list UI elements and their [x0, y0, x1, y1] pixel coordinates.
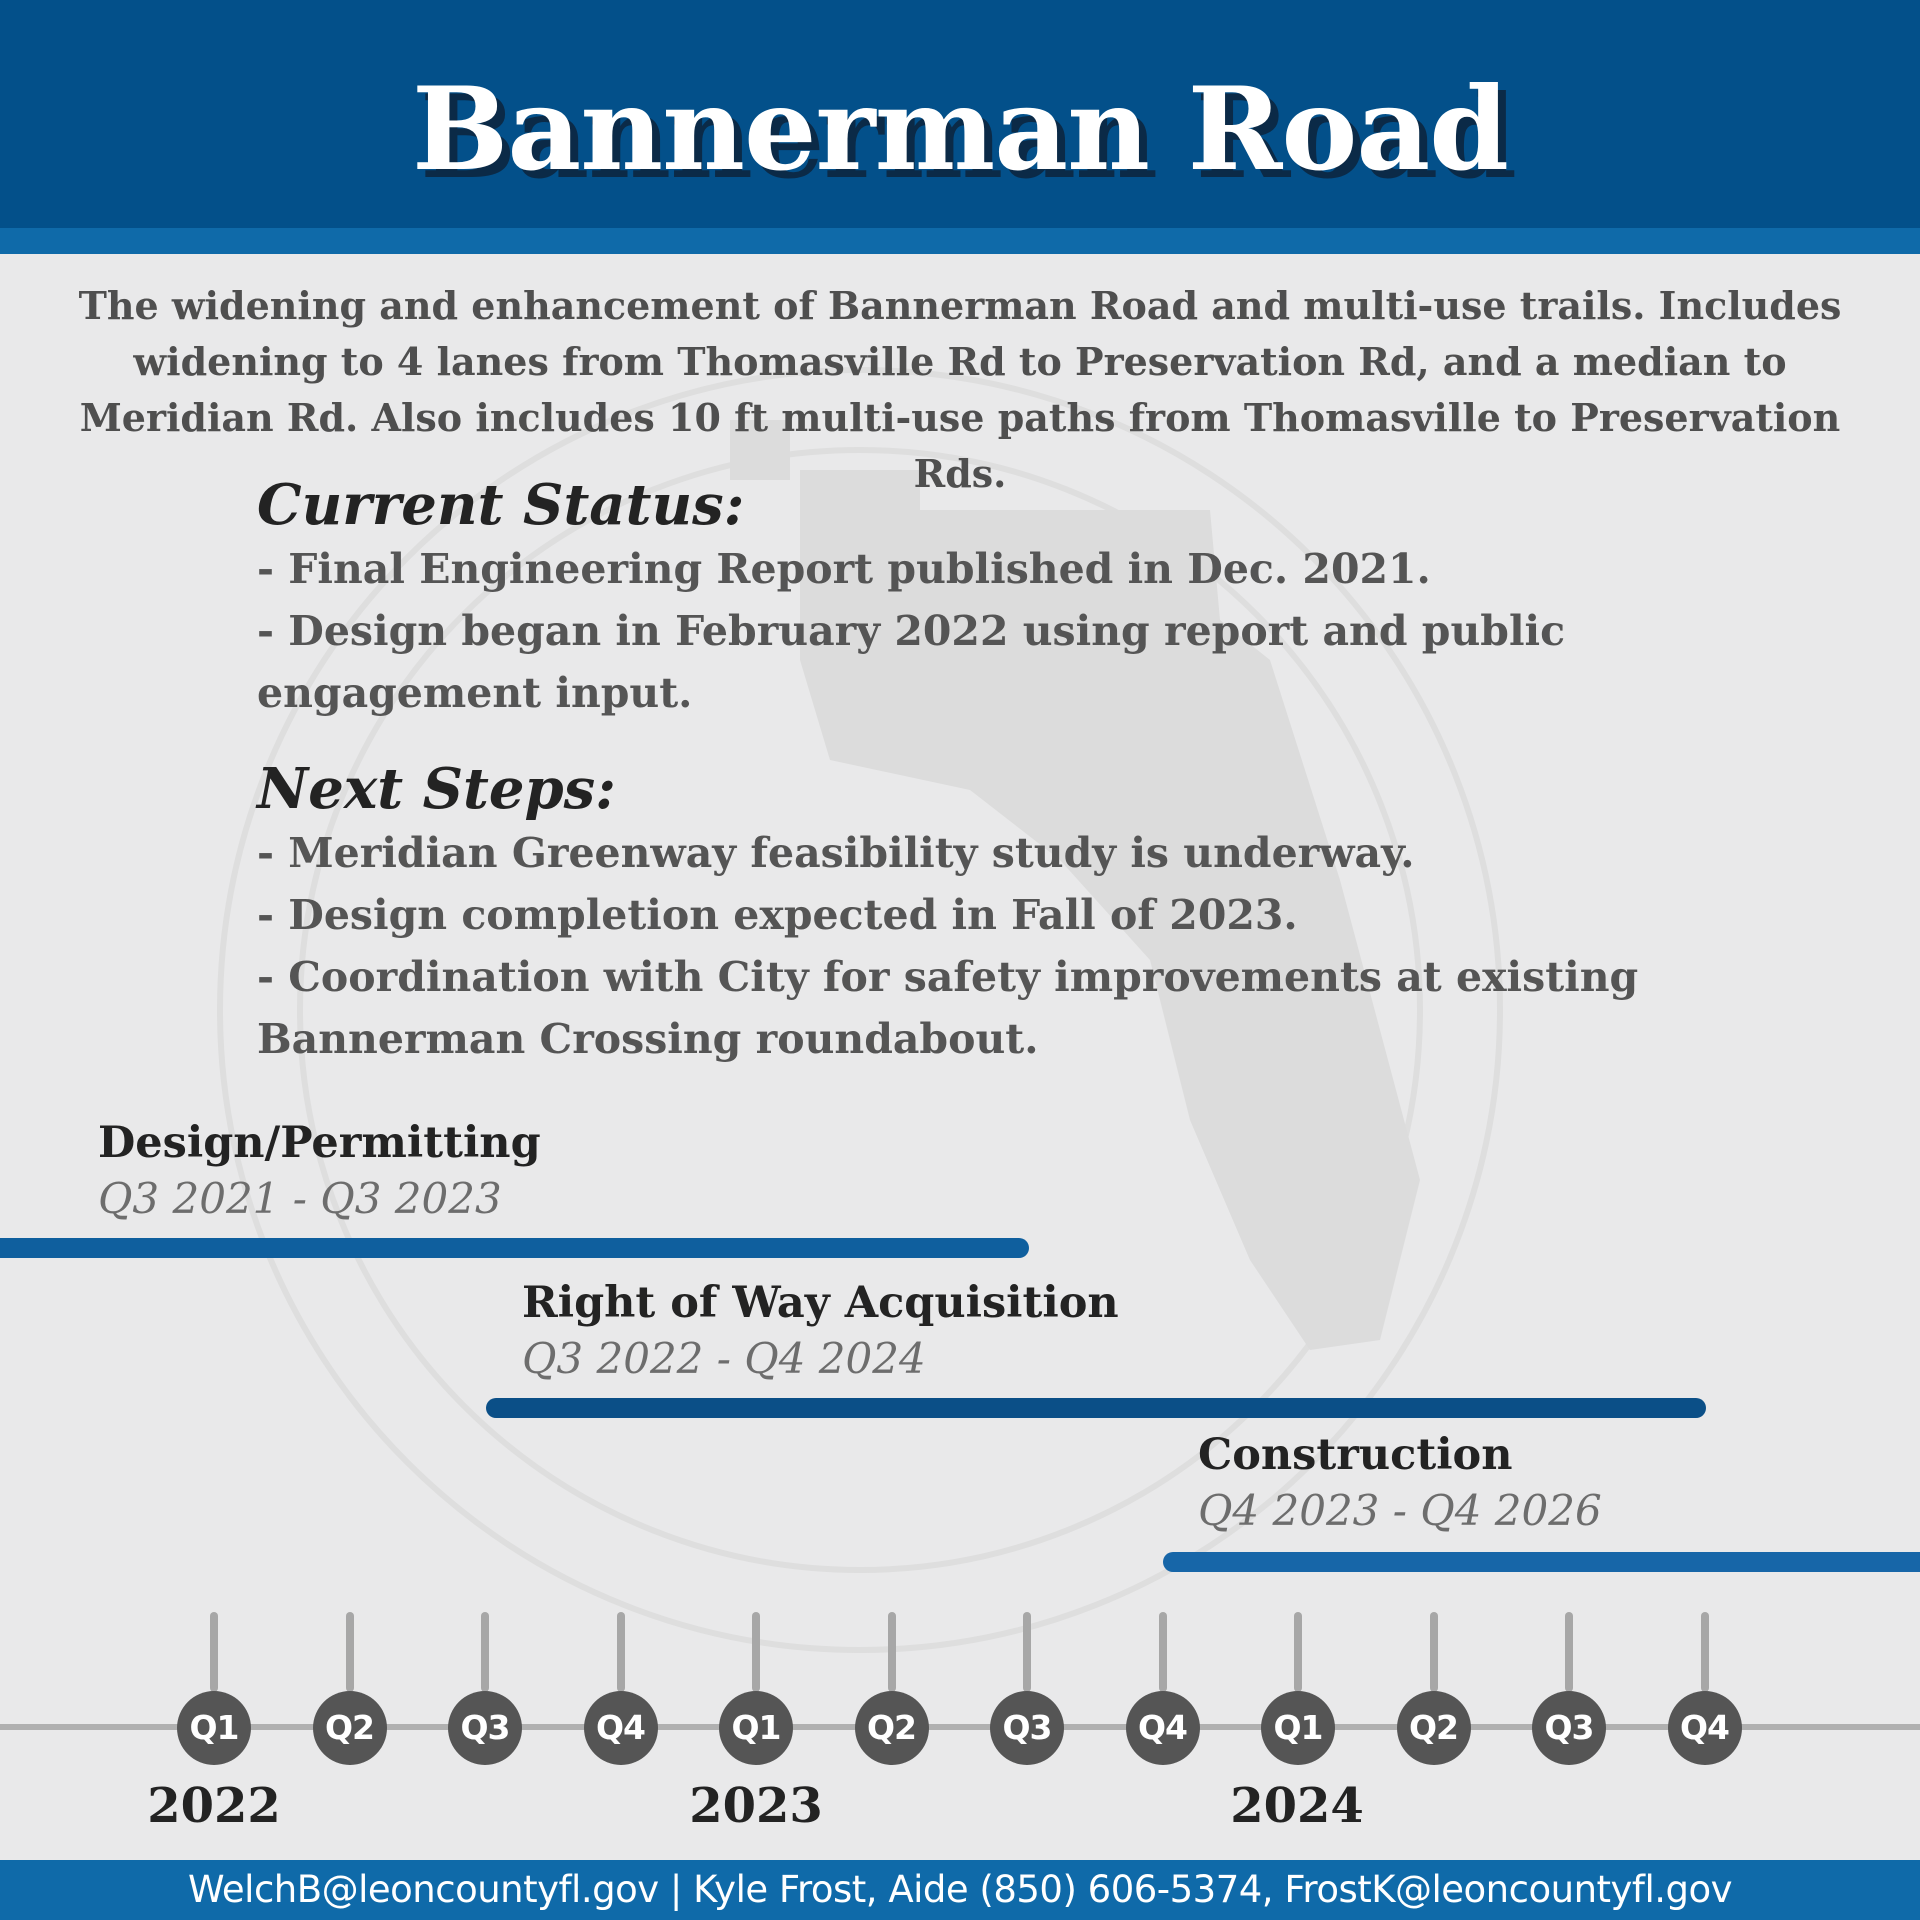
quarter-marker: Q2	[313, 1691, 387, 1765]
next-step-item: - Coordination with City for safety improvements at existing	[257, 953, 1639, 1001]
next-step-item: - Meridian Greenway feasibility study is underway.	[257, 829, 1415, 877]
current-status-section	[257, 472, 1757, 724]
description-line: Meridian Rd. Also includes 10 ft multi-use paths from Thomasville to Preservation Rds.	[79, 395, 1841, 496]
quarter-marker: Q4	[1126, 1691, 1200, 1765]
quarter-marker: Q1	[1261, 1691, 1335, 1765]
status-item: - Final Engineering Report published in Dec. 2021.	[257, 545, 1431, 593]
project-description	[40, 278, 1880, 502]
year-label-2024: 2024	[1230, 1778, 1364, 1834]
quarter-tick	[617, 1612, 625, 1692]
current-status-heading: Current Status:	[257, 472, 745, 538]
phase-row-bar	[486, 1398, 1706, 1418]
timeline-axis	[0, 1724, 1920, 1730]
phase-design-range: Q3 2021 - Q3 2023	[98, 1174, 502, 1223]
description-line: widening to 4 lanes from Thomasville Rd to Preservation Rd, and a median to	[133, 339, 1787, 384]
quarter-marker: Q2	[855, 1691, 929, 1765]
quarter-marker: Q3	[1532, 1691, 1606, 1765]
quarter-marker: Q3	[448, 1691, 522, 1765]
quarter-tick	[346, 1612, 354, 1692]
quarter-marker: Q1	[177, 1691, 251, 1765]
status-item: engagement input.	[257, 669, 693, 717]
quarter-tick	[210, 1612, 218, 1692]
next-step-item: Bannerman Crossing roundabout.	[257, 1015, 1039, 1063]
year-label-2022: 2022	[147, 1778, 281, 1834]
quarter-marker: Q1	[719, 1691, 793, 1765]
quarter-tick	[1294, 1612, 1302, 1692]
quarter-marker: Q2	[1397, 1691, 1471, 1765]
quarter-tick	[1159, 1612, 1167, 1692]
quarter-marker: Q4	[1668, 1691, 1742, 1765]
quarter-tick	[888, 1612, 896, 1692]
page-title: Bannerman Road	[412, 62, 1508, 196]
phase-construction-range: Q4 2023 - Q4 2026	[1198, 1486, 1602, 1535]
phase-construction-name: Construction	[1198, 1430, 1513, 1480]
year-label-2023: 2023	[689, 1778, 823, 1834]
next-step-item: - Design completion expected in Fall of 2023.	[257, 891, 1298, 939]
header-stripe	[0, 228, 1920, 254]
quarter-marker: Q4	[584, 1691, 658, 1765]
phase-row-name: Right of Way Acquisition	[522, 1278, 1119, 1328]
quarter-tick	[1430, 1612, 1438, 1692]
phase-row-range: Q3 2022 - Q4 2024	[522, 1334, 926, 1383]
phase-design-bar	[0, 1238, 1029, 1258]
next-steps-heading: Next Steps:	[257, 756, 616, 822]
quarter-tick	[481, 1612, 489, 1692]
quarter-tick	[1701, 1612, 1709, 1692]
quarter-marker: Q3	[990, 1691, 1064, 1765]
status-item: - Design began in February 2022 using report and public	[257, 607, 1566, 655]
quarter-tick	[1023, 1612, 1031, 1692]
quarter-tick	[1565, 1612, 1573, 1692]
phase-construction-bar	[1163, 1552, 1920, 1572]
contact-info: WelchB@leoncountyfl.gov | Kyle Frost, Aide (850) 606-5374, FrostK@leoncountyfl.gov	[187, 1868, 1733, 1911]
quarter-tick	[752, 1612, 760, 1692]
description-line: The widening and enhancement of Bannerman Road and multi-use trails. Includes	[78, 283, 1842, 328]
next-steps-section	[257, 756, 1757, 1070]
phase-design-name: Design/Permitting	[98, 1118, 541, 1168]
footer-bar	[0, 1860, 1920, 1920]
